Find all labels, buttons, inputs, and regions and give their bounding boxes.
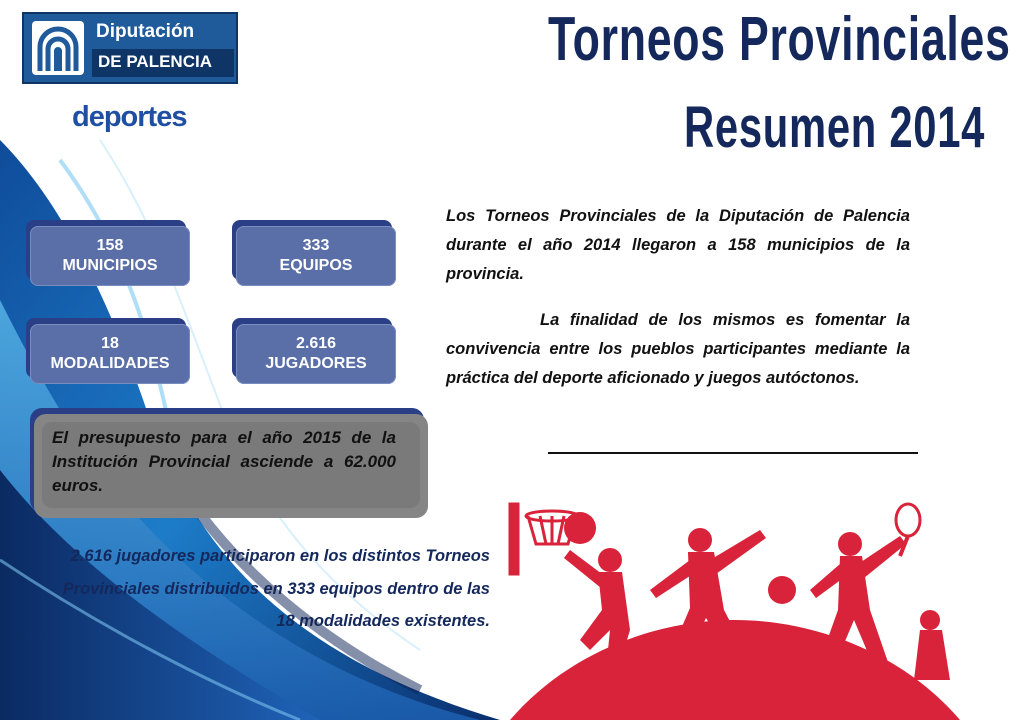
stat-equipos xyxy=(232,220,396,286)
basketball-hoop-icon xyxy=(510,504,578,574)
sports-silhouettes-illustration xyxy=(510,500,960,720)
stat-label: EQUIPOS xyxy=(279,257,353,274)
stat-jugadores xyxy=(232,318,396,384)
logo-title: Diputación xyxy=(96,21,195,42)
stat-label: MODALIDADES xyxy=(50,355,170,372)
stat-label: MUNICIPIOS xyxy=(62,257,158,274)
stat-value: 158 xyxy=(96,237,124,254)
deportes-text: deportes xyxy=(72,101,187,133)
budget-text: El presupuesto para el año 2015 de la Institución Provincial asciende a 62.000 euros. xyxy=(52,428,396,495)
divider-line xyxy=(548,452,918,454)
players-summary: 2.616 jugadores participaron en los distintos Torneos Provinciales distribuidos en 333 equipos dentro de las 18 modalidades existentes. xyxy=(62,547,490,630)
diputacion-logo xyxy=(22,12,238,84)
logo-subtitle: DE PALENCIA xyxy=(98,52,212,71)
arch-emblem-icon xyxy=(32,21,84,75)
basketball-icon xyxy=(564,512,596,544)
budget-box xyxy=(30,408,428,520)
stat-modalidades xyxy=(26,318,190,384)
stat-value: 18 xyxy=(101,335,119,352)
stat-municipios xyxy=(26,220,190,286)
stat-value: 333 xyxy=(302,237,330,254)
intro-paragraph: Los Torneos Provinciales de la Diputación de Palencia durante el año 2014 llegaron a 158 municipios de la provincia. xyxy=(446,207,910,283)
deportes-logo xyxy=(70,100,204,134)
stat-label: JUGADORES xyxy=(265,355,367,372)
purpose-paragraph: La finalidad de los mismos es fomentar la convivencia entre los pueblos participantes mediante la práctica del deporte aficionado y juegos autóctonos. xyxy=(446,311,910,387)
main-title: Torneos Provinciales xyxy=(548,5,1011,74)
subtitle-year: Resumen 2014 xyxy=(684,95,986,160)
stat-value: 2.616 xyxy=(295,335,337,352)
